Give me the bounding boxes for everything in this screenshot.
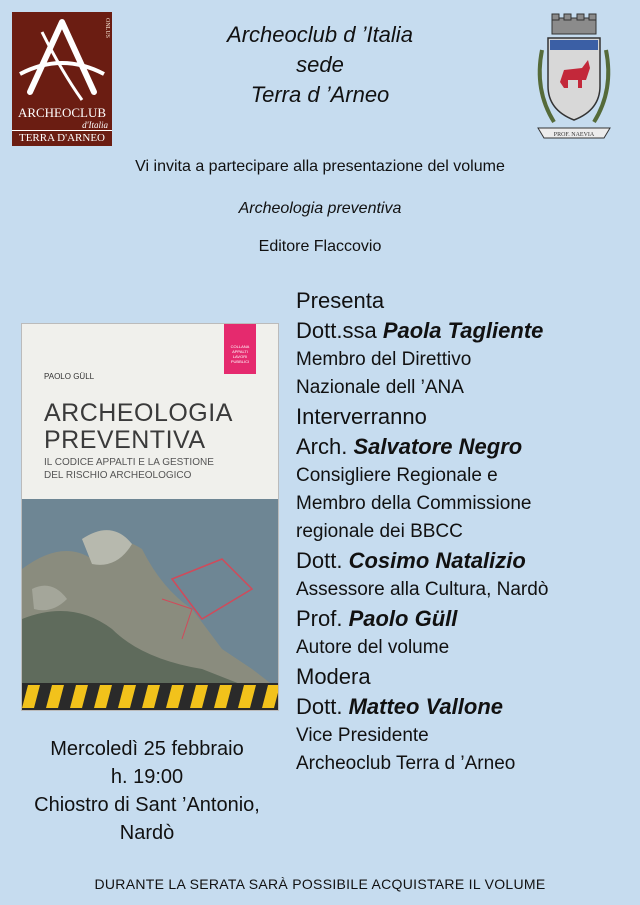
event-details [0, 735, 294, 847]
event-city: Nardò [119, 822, 175, 844]
footer-notice: DURANTE LA SERATA SARÀ POSSIBILE ACQUISTARE IL VOLUME [94, 876, 546, 892]
aerial-map-image [22, 499, 278, 710]
book-title-line-1: ARCHEOLOGIA [44, 399, 233, 427]
book-cover [22, 324, 278, 710]
logo-name: ARCHEOCLUB [17, 105, 107, 120]
book-author: PAOLO GÜLL [44, 372, 95, 381]
volume-title: Archeologia preventiva [238, 200, 402, 217]
speaker-2-role-3: regionale dei BBCC [296, 521, 463, 542]
publisher-text: Editore Flaccovio [258, 238, 382, 255]
modera-label: Modera [296, 664, 371, 689]
archeoclub-emblem-icon [12, 12, 112, 107]
speaker-4-title: Prof. [296, 606, 349, 631]
speaker-5-role-1: Vice Presidente [296, 725, 429, 746]
speaker-4-role-1: Autore del volume [296, 637, 450, 658]
speaker-2 [296, 432, 640, 462]
book-series-ribbon [224, 324, 256, 374]
speaker-5-name: Matteo Vallone [348, 694, 504, 719]
logo-place: TERRA D'ARNEO [12, 130, 112, 144]
coat-of-arms-icon [524, 10, 624, 150]
interverranno-label: Interverranno [296, 404, 427, 429]
book-title-line-2: PREVENTIVA [44, 426, 206, 454]
speaker-5-title: Dott. [296, 694, 349, 719]
book-title [44, 400, 233, 454]
event-venue: Chiostro di Sant ’Antonio, [34, 794, 260, 816]
speaker-2-role-1: Consigliere Regionale e [296, 465, 498, 486]
header-title [190, 20, 450, 110]
header-line-3: Terra d ’Arneo [250, 82, 390, 107]
invite-text: Vi invita a partecipare alla presentazione del volume [135, 158, 505, 175]
speaker-1-role-2: Nazionale dell ’ANA [296, 377, 464, 398]
speaker-3 [296, 546, 640, 576]
speaker-2-title: Arch. [296, 434, 354, 459]
speaker-3-title: Dott. [296, 548, 349, 573]
speaker-5-role-2: Archeoclub Terra d ’Arneo [296, 753, 516, 774]
book-series-label: COLLANA APPALTI LAVORI PUBBLICI [230, 344, 250, 364]
header-line-1: Archeoclub d ’Italia [227, 22, 413, 47]
speaker-1-title: Dott.ssa [296, 318, 383, 343]
presenta-label: Presenta [296, 288, 385, 313]
program-list [296, 286, 640, 778]
header-line-2: sede [296, 52, 344, 77]
event-time: h. 19:00 [110, 766, 184, 788]
book-subtitle [44, 456, 214, 482]
speaker-1 [296, 316, 640, 346]
speaker-4 [296, 604, 640, 634]
logo-onlus-tag: ONLUS [104, 18, 110, 39]
event-date: Mercoledì 25 febbraio [50, 738, 244, 760]
speaker-1-name: Paola Tagliente [382, 318, 544, 343]
speaker-3-name: Cosimo Natalizio [348, 548, 526, 573]
speaker-2-name: Salvatore Negro [353, 434, 523, 459]
speaker-3-role-1: Assessore alla Cultura, Nardò [296, 579, 549, 600]
speaker-2-role-2: Membro della Commissione [296, 493, 532, 514]
book-subtitle-line-1: IL CODICE APPALTI E LA GESTIONE [44, 457, 214, 468]
speaker-1-role-1: Membro del Direttivo [296, 349, 472, 370]
book-subtitle-line-2: DEL RISCHIO ARCHEOLOGICO [44, 470, 192, 481]
speaker-5 [296, 692, 640, 722]
archeoclub-logo [12, 12, 112, 146]
logo-sub: d'Italia [82, 120, 108, 130]
crest-motto: PROF. NAEVIA [553, 132, 595, 138]
speaker-4-name: Paolo Güll [348, 606, 458, 631]
